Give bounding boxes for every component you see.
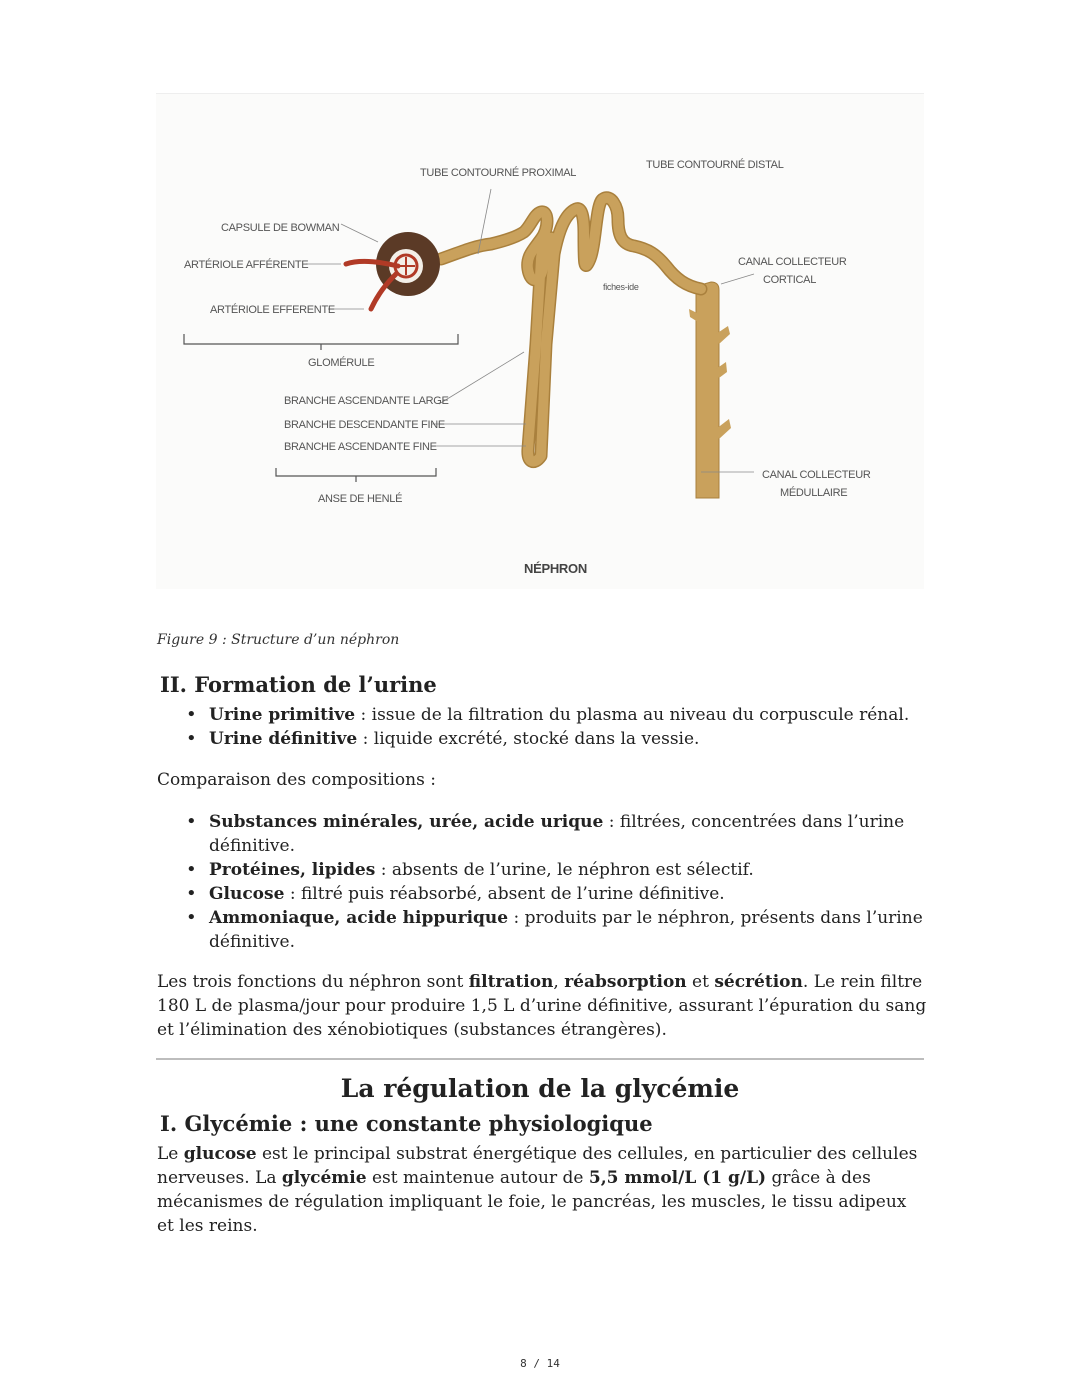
label-anse: ANSE DE HENLÉ	[318, 493, 403, 505]
bold-term: glycémie	[281, 1168, 367, 1188]
page-number: 8 / 14	[520, 1357, 560, 1370]
list-item	[209, 727, 927, 751]
text: et	[686, 972, 715, 992]
bold-term: réabsorption	[564, 972, 687, 992]
label-branche-desc-fine: BRANCHE DESCENDANTE FINE	[284, 419, 445, 431]
text: grâce à des mécanismes de régulation impliquant le foie, le pancréas, les muscles, le tissu adipeux et les reins.	[157, 1168, 907, 1236]
label-branche-asc-fine: BRANCHE ASCENDANTE FINE	[284, 441, 437, 453]
nephron-diagram	[156, 94, 924, 589]
text: . Le rein filtre 180 L de plasma/jour pour produire 1,5 L d’urine définitive, assurant l’épuration du sang et l’élimination des xénobiotiques (substances étrangères).	[157, 972, 927, 1040]
text: est maintenue autour de	[366, 1168, 589, 1188]
nephron-tubule	[441, 198, 701, 462]
list-item-term: Substances minérales, urée, acide urique	[209, 812, 604, 832]
glycemie-paragraph	[157, 1142, 927, 1238]
label-arteriole-afferente: ARTÉRIOLE AFFÉRENTE	[184, 259, 309, 271]
label-tube-distal: TUBE CONTOURNÉ DISTAL	[646, 159, 784, 171]
list-item-text: : absents de l’urine, le néphron est sélectif.	[375, 860, 754, 880]
bold-term: 5,5 mmol/L (1 g/L)	[588, 1168, 767, 1188]
list-item-text: : issue de la filtration du plasma au niveau du corpuscule rénal.	[355, 705, 910, 725]
list-item-term: Glucose	[209, 884, 285, 904]
text: Les trois fonctions du néphron sont	[157, 972, 469, 992]
list-item-term: Ammoniaque, acide hippurique	[209, 908, 509, 928]
list-item-text: : produits par le néphron, présents dans l’urine définitive.	[209, 908, 923, 952]
nephron-tubule-fill	[441, 198, 701, 462]
label-canal-cortical-2: CORTICAL	[763, 274, 817, 286]
label-arteriole-efferente: ARTÉRIOLE EFFERENTE	[210, 304, 335, 316]
watermark: fiches-ide	[603, 282, 639, 292]
composition-list	[157, 810, 927, 954]
text: Le	[157, 1144, 184, 1164]
bold-term: filtration	[468, 972, 554, 992]
label-canal-cortical-1: CANAL COLLECTEUR	[738, 256, 847, 268]
list-item	[209, 703, 927, 727]
label-branche-asc-large: BRANCHE ASCENDANTE LARGE	[284, 395, 449, 407]
list-item-text: : liquide excrété, stocké dans la vessie.	[357, 729, 700, 749]
list-item-term: Urine définitive	[209, 729, 358, 749]
label-capsule: CAPSULE DE BOWMAN	[221, 222, 340, 234]
label-glomerule: GLOMÉRULE	[308, 357, 375, 369]
section-heading-formation-urine: II. Formation de l’urine	[160, 672, 437, 697]
text: est le principal substrat énergétique des cellules, en particulier des cellules nerveuses. La	[157, 1144, 918, 1188]
compare-intro: Comparaison des compositions :	[157, 770, 436, 790]
bold-term: sécrétion	[714, 972, 803, 992]
nephron-figure	[156, 93, 924, 589]
list-item	[209, 906, 927, 954]
list-item	[209, 882, 927, 906]
collecting-duct	[696, 282, 719, 498]
list-item-term: Urine primitive	[209, 705, 356, 725]
text: ,	[553, 972, 565, 992]
list-item	[209, 858, 927, 882]
nephron-functions-paragraph	[157, 970, 927, 1042]
afferent-arteriole	[346, 261, 398, 266]
list-item	[209, 810, 927, 858]
list-item-text: : filtrées, concentrées dans l’urine définitive.	[209, 812, 905, 856]
section-divider	[156, 1058, 924, 1060]
label-canal-medullaire-2: MÉDULLAIRE	[780, 487, 848, 499]
bold-term: glucose	[183, 1144, 257, 1164]
label-canal-medullaire-1: CANAL COLLECTEUR	[762, 469, 871, 481]
section-heading-glycemie: I. Glycémie : une constante physiologique	[160, 1111, 653, 1136]
urine-types-list	[157, 703, 927, 751]
chapter-title: La régulation de la glycémie	[340, 1074, 740, 1103]
label-tube-proximal: TUBE CONTOURNÉ PROXIMAL	[420, 167, 577, 179]
figure-title: NÉPHRON	[524, 561, 587, 576]
list-item-term: Protéines, lipides	[209, 860, 376, 880]
figure-caption: Figure 9 : Structure d’un néphron	[157, 632, 400, 648]
list-item-text: : filtré puis réabsorbé, absent de l’urine définitive.	[284, 884, 725, 904]
